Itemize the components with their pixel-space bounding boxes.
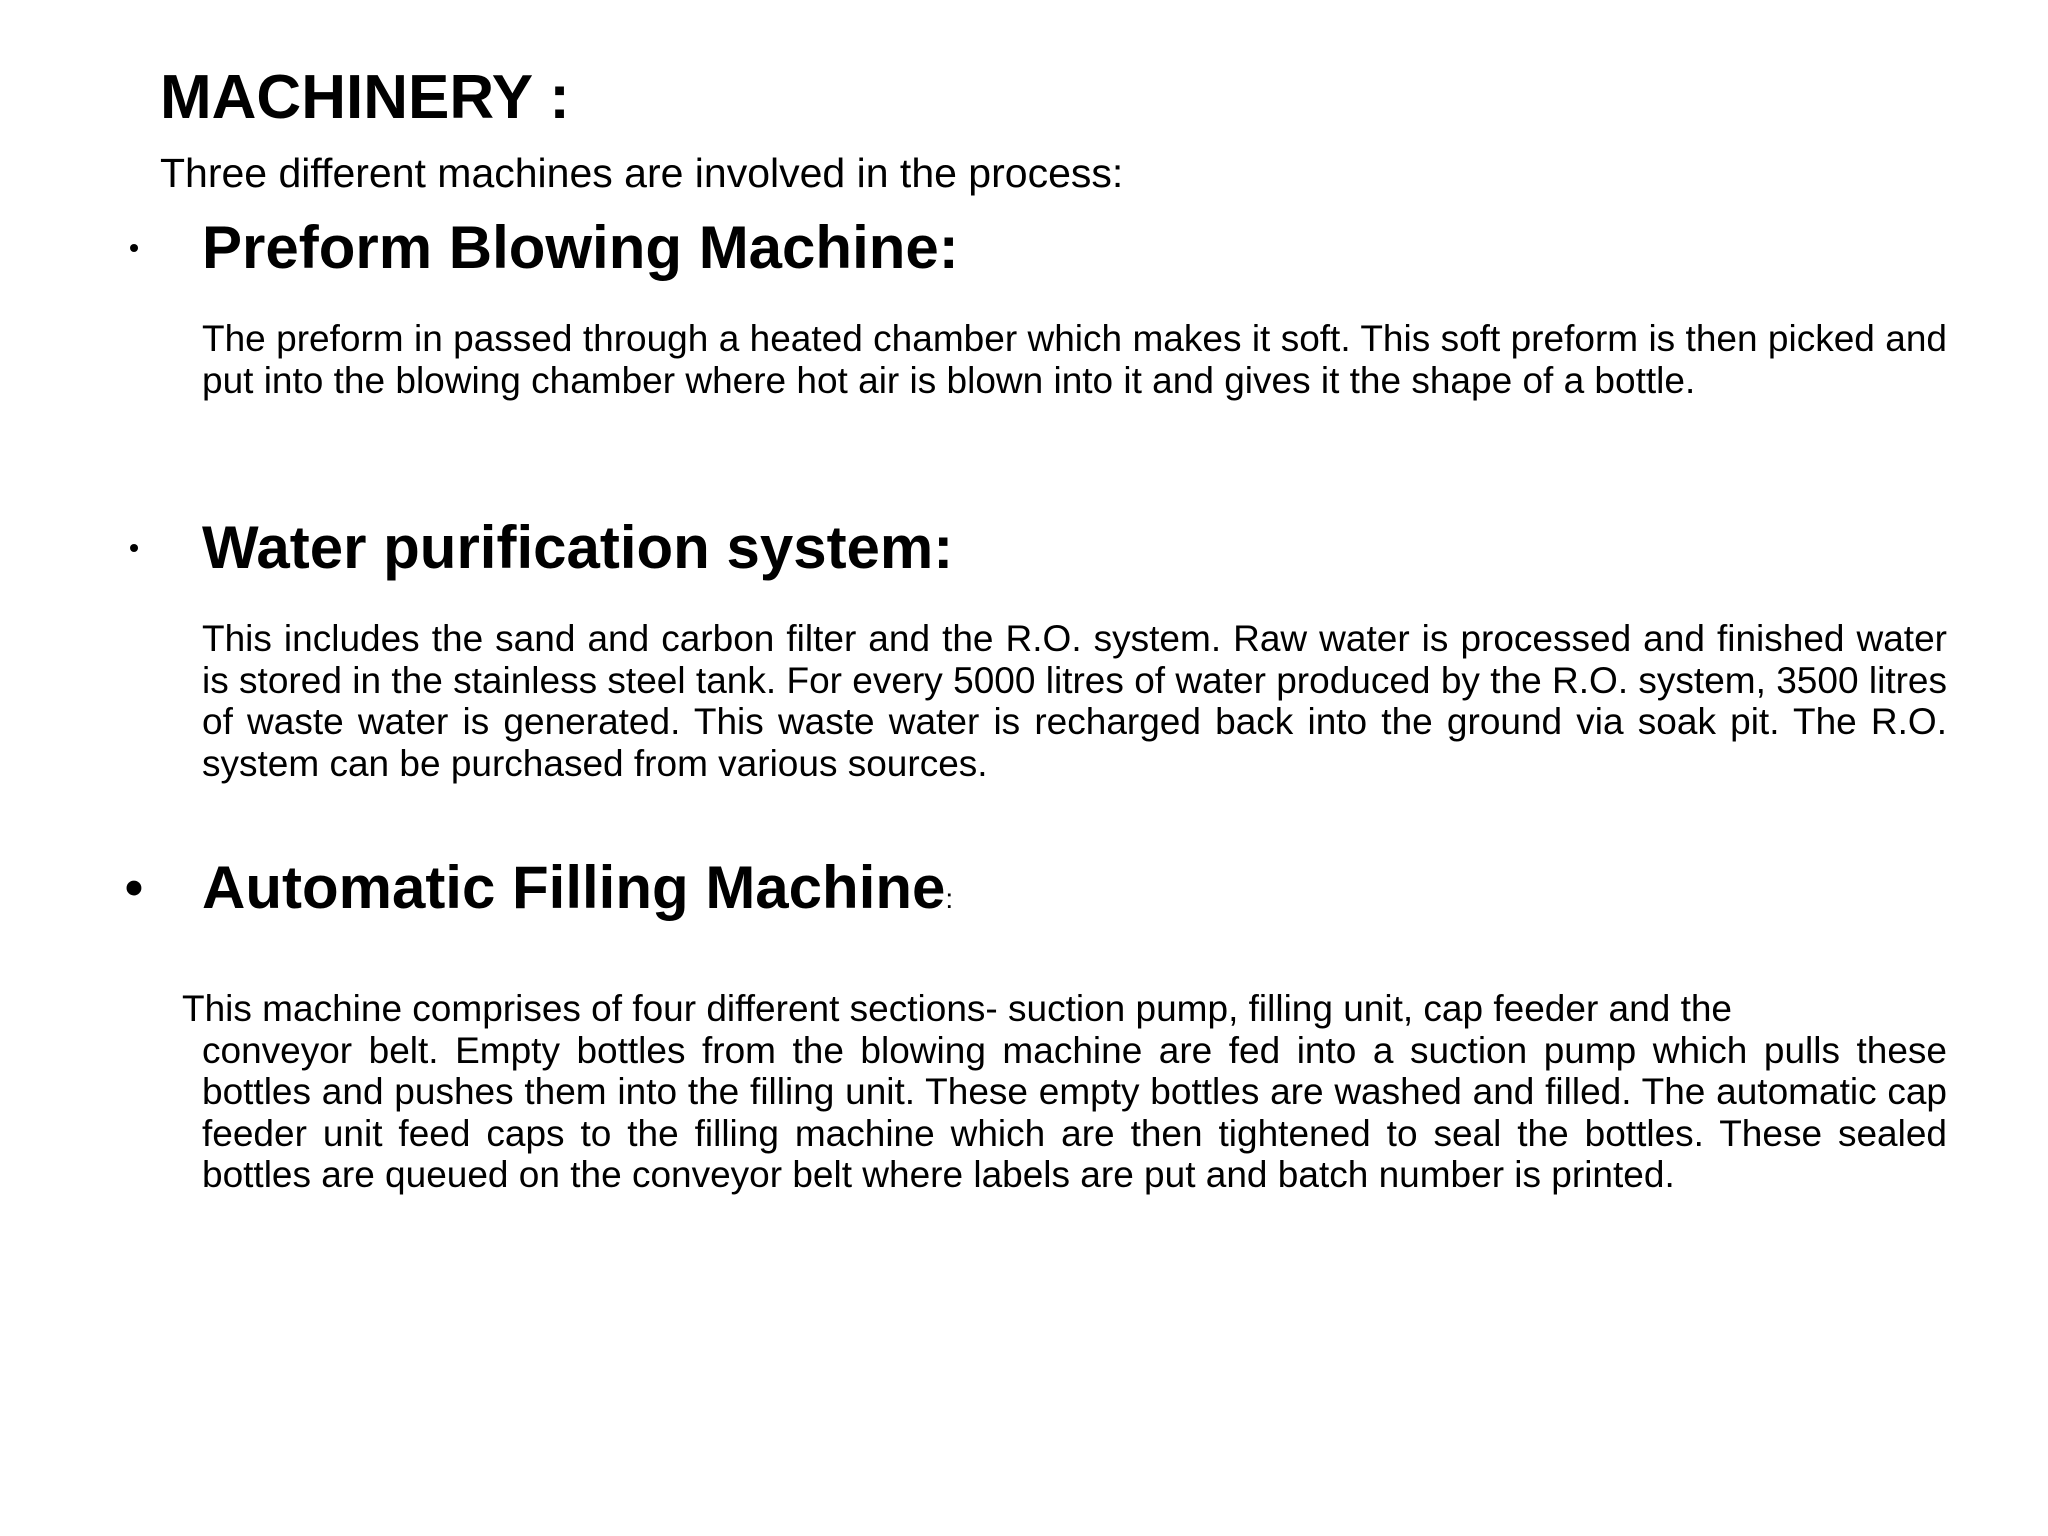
paragraph-rest: conveyor belt. Empty bottles from the blowing machine are fed into a suction pump which pulls these bottles and pushes them into the filling unit. These empty bottles are washed and filled. The automatic cap feeder unit feed caps to the filling machine which are then tightened to seal the bottles. These sealed bottles are queued on the conveyor belt where labels are put and batch number is printed. [202,1029,1947,1195]
bullet-icon: • [124,859,144,917]
section-heading-text: Automatic Filling Machine [202,854,946,921]
section-paragraph: This includes the sand and carbon filter and the R.O. system. Raw water is processed and finished water is stored in the stainless steel tank. For every 5000 litres of water produced by the R.O. system, 3500 litres of waste water is generated. This waste water is recharged back into the ground via soak pit. The R.O. system can be purchased from various sources. [202,618,1947,784]
section-preform-blowing [0,208,2048,288]
bullet-icon: • [129,232,139,263]
section-heading: Preform Blowing Machine: [202,214,959,281]
intro-text: Three different machines are involved in the process: [160,150,1124,196]
bullet-icon: • [129,532,139,563]
section-heading-colon: : [945,883,954,914]
page-title: MACHINERY : [160,63,570,132]
section-automatic-filling [0,848,2048,928]
section-paragraph [182,988,1947,1196]
section-heading: Water purification system: [202,514,954,581]
paragraph-first-line: This machine comprises of four different sections- suction pump, filling unit, cap feeder and the [182,988,1733,1029]
section-water-purification [0,508,2048,588]
section-paragraph: The preform in passed through a heated chamber which makes it soft. This soft preform is then picked and put into the blowing chamber where hot air is blown into it and gives it the shape of a bottle. [202,318,1947,401]
section-heading [202,848,953,939]
